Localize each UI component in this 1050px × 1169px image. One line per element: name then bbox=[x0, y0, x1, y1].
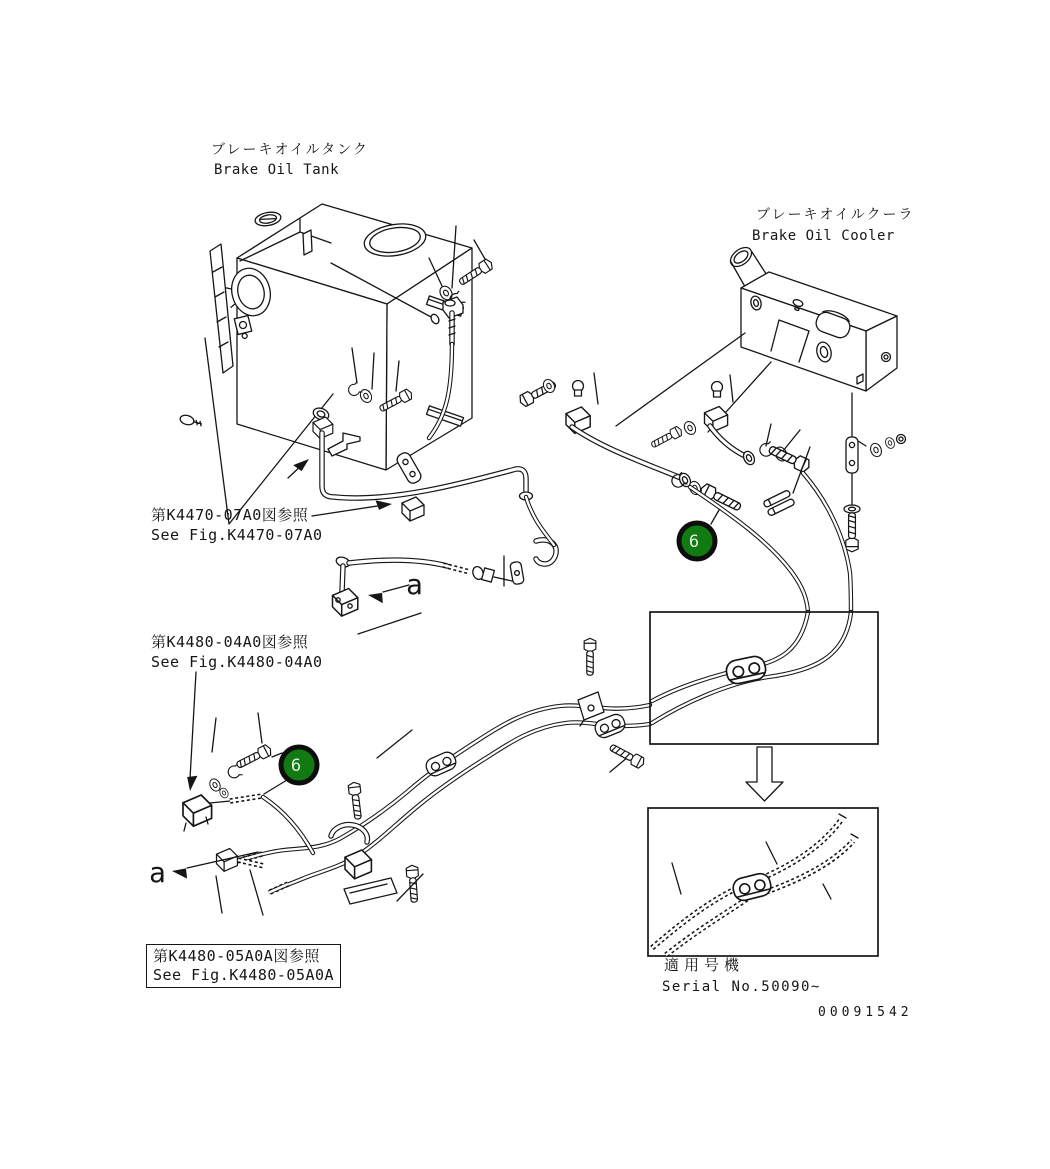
cooler-elbow-parts-use-shape bbox=[682, 420, 698, 437]
callout-number: 6 bbox=[688, 532, 700, 552]
lower-hose-run-g-shape-path-shape bbox=[578, 692, 604, 720]
lower-left-fitting-path-shape bbox=[216, 870, 263, 915]
lower-hose-run-use-shape bbox=[593, 712, 628, 740]
doc-number: 00091542 bbox=[818, 1005, 913, 1020]
cooler-label-en: Brake Oil Cooler bbox=[752, 228, 895, 244]
brake-oil-tank-drawing-g-shape bbox=[179, 414, 203, 428]
fig-k4480-assembly-g-shape bbox=[482, 568, 495, 582]
fig-k4470-assembly-use-shape bbox=[376, 499, 393, 511]
cooler-hanger-parts-circle-shape bbox=[897, 435, 906, 444]
brake-oil-tank-drawing bbox=[179, 204, 472, 524]
fig-k4470-assembly-g-shape bbox=[395, 451, 423, 486]
brake-oil-cooler-drawing-g-shape bbox=[727, 244, 755, 271]
cooler-elbow-parts-path-shape bbox=[710, 426, 745, 456]
cooler-hanger-parts-use-shape bbox=[869, 442, 884, 459]
lower-hose-run-path-shape bbox=[610, 757, 628, 772]
lower-hose-run-use-shape bbox=[608, 742, 646, 770]
fig-k4480-assembly-path-shape bbox=[358, 613, 421, 634]
hose-to-detail-parts-path-shape bbox=[803, 473, 851, 612]
detail-box-serial-path-shape bbox=[762, 820, 841, 878]
cooler-label-jp: ブレーキオイルクーラ bbox=[756, 207, 915, 223]
cooler-hanger-parts-use-shape bbox=[846, 513, 858, 552]
ref-k4470-en: See Fig.K4470-07A0 bbox=[151, 526, 323, 544]
callout-number: 6 bbox=[290, 756, 302, 776]
lower-left-fitting-path-shape bbox=[263, 797, 313, 853]
detail-box-current bbox=[650, 612, 878, 744]
cooler-hanger-parts-g-shape-path-shape bbox=[858, 441, 866, 446]
brake-oil-tank-drawing-path-shape bbox=[303, 230, 312, 255]
detail-box-current-use-shape bbox=[724, 655, 767, 686]
fig-k4480-assembly-g-shape-rect-shape bbox=[482, 568, 495, 582]
lower-hose-run-use-shape bbox=[584, 638, 596, 675]
cooler-elbow-parts-g-shape-rect-shape bbox=[575, 390, 582, 396]
cooler-hanger-parts-g-shape bbox=[844, 505, 860, 513]
detail-box-serial-path-shape bbox=[839, 814, 858, 838]
lower-left-fitting-path-shape bbox=[212, 713, 262, 752]
cooler-hanger-parts-g-shape bbox=[846, 437, 866, 473]
fig-k4480-assembly-use-shape bbox=[333, 589, 358, 617]
brake-oil-tank-drawing-g-shape bbox=[254, 210, 282, 227]
brake-oil-cooler-drawing bbox=[616, 244, 897, 436]
fig-k4470-assembly-path-shape bbox=[312, 505, 384, 516]
lower-left-fitting-use-shape bbox=[235, 744, 273, 771]
lower-left-fitting-path-shape bbox=[263, 797, 313, 853]
lower-left-fitting-use-shape bbox=[217, 849, 238, 872]
fig-k4480-assembly-path-shape bbox=[494, 556, 512, 586]
hose-to-detail-parts-path-shape bbox=[711, 510, 719, 524]
lower-hose-run-path-shape bbox=[344, 878, 397, 904]
cooler-elbow-parts-path-shape bbox=[594, 373, 598, 404]
fig-k4480-assembly bbox=[186, 555, 525, 791]
ref-k4470-jp: 第K4470-07A0図参照 bbox=[151, 506, 309, 524]
fig-k4480-assembly-use-shape bbox=[186, 775, 198, 792]
view-label-a-lower: a bbox=[149, 856, 166, 889]
cooler-elbow-parts bbox=[518, 373, 812, 516]
fig-k4480-assembly-path-shape bbox=[190, 672, 196, 779]
brake-oil-tank-drawing-g-shape-path-shape bbox=[193, 420, 202, 426]
fig-k4470-assembly-use-shape bbox=[402, 497, 424, 521]
tank-label-en: Brake Oil Tank bbox=[214, 162, 340, 178]
detail-box-serial-path-shape bbox=[652, 886, 741, 948]
cooler-elbow-parts-g-shape bbox=[573, 381, 584, 397]
lower-hose-run-path-shape bbox=[377, 730, 412, 758]
tank-label-jp: ブレーキオイルタンク bbox=[211, 142, 369, 158]
ref-k4480-05-jp: 第K4480-05A0A図参照 bbox=[153, 947, 320, 965]
cooler-elbow-parts-use-shape bbox=[650, 425, 684, 450]
applicability-en: Serial No.50090~ bbox=[662, 979, 821, 995]
cooler-elbow-parts-g-shape-rect-shape bbox=[714, 391, 721, 397]
lower-hose-run-use-shape bbox=[348, 782, 364, 820]
cooler-elbow-parts-path-shape bbox=[730, 375, 733, 402]
ref-k4480-05-box bbox=[146, 944, 341, 988]
cooler-hanger-parts bbox=[844, 435, 906, 552]
detail-down-arrow bbox=[746, 747, 783, 801]
lower-hose-run-path-shape bbox=[270, 722, 650, 892]
detail-box-serial-path-shape bbox=[762, 820, 841, 878]
cooler-elbow-parts-use-shape bbox=[705, 407, 728, 432]
cooler-elbow-parts-g-shape bbox=[741, 449, 756, 466]
view-label-a-upper: a bbox=[406, 568, 423, 601]
ref-k4480-04-en: See Fig.K4480-04A0 bbox=[151, 653, 323, 671]
brake-oil-tank-drawing-path-shape bbox=[210, 244, 233, 373]
cooler-hanger-parts-g-shape-ellipse-shape bbox=[849, 507, 856, 511]
tank-fitting-parts-g-shape-ellipse-shape bbox=[445, 300, 455, 306]
fig-k4480-assembly-path-shape bbox=[342, 560, 447, 592]
callout-badge-upper[interactable] bbox=[677, 521, 718, 562]
lower-hose-run-use-shape bbox=[345, 850, 371, 879]
detail-box-serial-use-shape bbox=[731, 872, 773, 903]
lower-left-fitting-use-shape bbox=[171, 867, 188, 879]
cooler-hanger-parts-use-shape bbox=[884, 436, 896, 449]
brake-oil-cooler-drawing-circle-shape bbox=[882, 353, 891, 362]
fig-k4480-assembly-use-shape bbox=[367, 591, 384, 604]
detail-box-serial bbox=[648, 808, 878, 956]
brake-oil-tank-drawing-g-shape-ellipse-shape bbox=[179, 414, 195, 426]
cooler-elbow-parts-g-shape bbox=[712, 382, 723, 398]
lower-left-fitting-path-shape bbox=[230, 796, 262, 801]
cooler-elbow-parts-use-shape bbox=[767, 443, 812, 474]
callout-badge-lower[interactable] bbox=[279, 745, 320, 786]
fig-k4470-assembly-g-shape-rect-shape bbox=[395, 451, 423, 486]
lower-hose-run-path-shape bbox=[270, 722, 650, 892]
applicability-jp: 適用号機 bbox=[664, 956, 745, 974]
cooler-elbow-parts-g-shape bbox=[763, 490, 795, 517]
ref-k4480-05-en: See Fig.K4480-05A0A bbox=[153, 965, 335, 984]
lower-left-fitting-path-shape bbox=[210, 801, 230, 803]
ref-k4480-04-jp: 第K4480-04A0図参照 bbox=[151, 633, 309, 651]
